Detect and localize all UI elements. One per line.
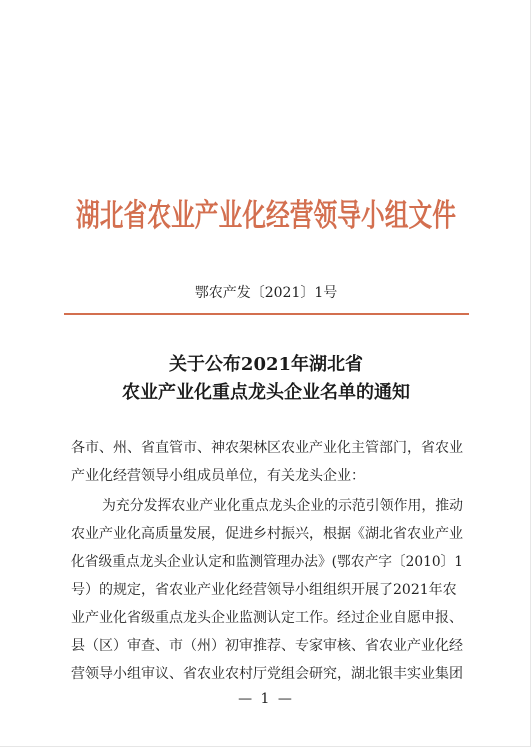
body-line-3: 化省级重点龙头企业认定和监测管理办法》(鄂农产字〔2010〕1 <box>71 554 463 570</box>
masthead-text: 湖北省农业产业化经营领导小组文件 <box>76 198 456 234</box>
document-masthead <box>0 196 532 236</box>
body-line-4: 号）的规定，省农业产业化经营领导小组组织开展了2021年农 <box>71 582 457 598</box>
notice-title-line-2: 农业产业化重点龙头企业名单的通知 <box>122 382 410 403</box>
body-line-5: 业产业化省级重点龙头企业监测认定工作。经过企业自愿申报、 <box>71 610 463 626</box>
body-line-6: 县（区）审查、市（州）初审推荐、专家审核、省农业产业化经 <box>71 638 463 654</box>
red-divider-line <box>64 313 469 315</box>
page-number: — 1 — <box>238 691 294 707</box>
salutation-line-2: 产业化经营领导小组成员单位，有关龙头企业： <box>71 468 365 484</box>
body-line-7: 营领导小组审议、省农业农村厅党组会研究，湖北银丰实业集团 <box>71 666 463 682</box>
notice-title-line-1: 关于公布2021年湖北省 <box>168 354 364 375</box>
body-line-1: 为充分发挥农业产业化重点龙头企业的示范引领作用，推动 <box>102 498 463 514</box>
document-number: 鄂农产发〔2021〕1号 <box>194 285 338 301</box>
body-line-2: 农业产业化高质量发展，促进乡村振兴，根据《湖北省农业产业 <box>71 526 463 542</box>
salutation-line-1: 各市、州、省直管市、神农架林区农业产业化主管部门，省农业 <box>71 440 463 456</box>
